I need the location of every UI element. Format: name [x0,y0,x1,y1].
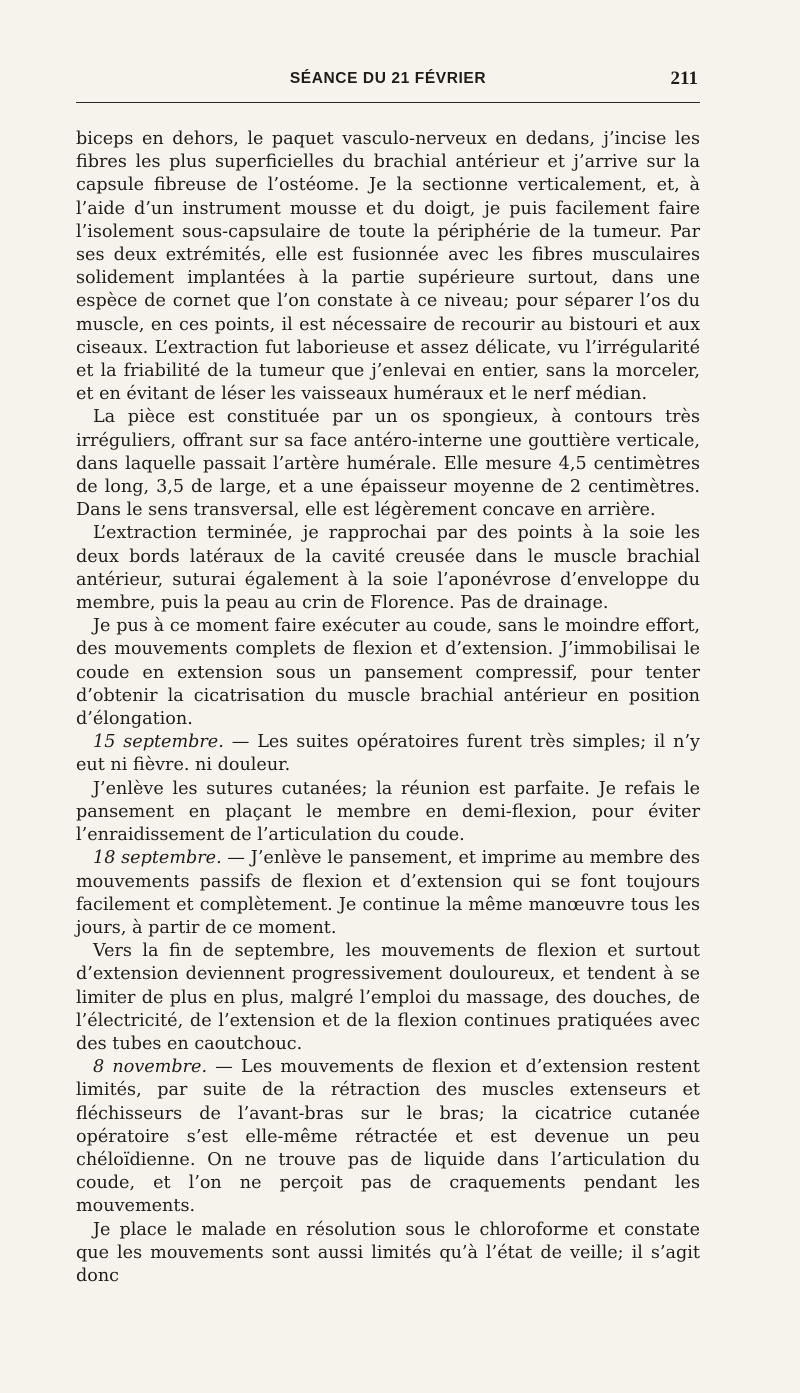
paragraph [76,522,700,615]
paragraph [76,128,700,406]
paragraph-text: J’enlève les sutures cutanées; la réunion est parfaite. Je refais le pansement en plaçant le membre en demi-flexion, pour éviter l’enraidissement de l’articulation du coude. [76,778,700,846]
paragraph-text: La pièce est constituée par un os spongieux, à contours très irréguliers, offrant sur sa face antéro-interne une gouttière verticale, dans laquelle passait l’artère humérale. Elle mesure 4,5 centimètres de long, 3,5 de large, et a une épaisseur moyenne de 2 centimètres. Dans le sens transversal, elle est légèrement concave en arrière. [76,407,700,521]
page-number: 211 [670,68,698,89]
paragraph-text: L’extraction terminée, je rapprochai par des points à la soie les deux bords latéraux de la cavité creusée dans le muscle brachial antérieur, suturai également à la soie l’aponévrose d’enveloppe du membre, puis la peau au crin de Florence. Pas de drainage. [76,523,700,614]
paragraph [76,406,700,522]
paragraph [76,1056,700,1218]
header-rule [76,102,700,103]
paragraph [76,615,700,731]
paragraph [76,778,700,848]
paragraph-text: — Les mouvements de flexion et d’extension restent limités, par suite de la rétraction des muscles extenseurs et fléchisseurs de l’avant-bras sur le bras; la cicatrice cutanée opératoire s’est elle-même rétractée et est devenue un peu chéloïdienne. On ne trouve pas de liquide dans l’articulation du coude, et l’on ne perçoit pas de craquements pendant les mouvements. [76,1057,700,1217]
paragraph [76,1219,700,1289]
paragraph [76,731,700,777]
paragraph-text: — J’enlève le pansement, et imprime au membre des mouvements passifs de flexion et d’extension qui se font toujours facilement et complètement. Je continue la même manœuvre tous les jours, à partir de ce moment. [76,848,700,938]
paragraph-date: 18 septembre. [93,848,222,869]
body-text [76,128,700,1288]
header-title: SÉANCE DU 21 FÉVRIER [289,70,487,87]
paragraph-text: Vers la fin de septembre, les mouvements de flexion et surtout d’extension deviennent progressivement douloureux, et tendent à se limiter de plus en plus, malgré l’emploi du massage, des douches, de l’électricité, de l’extension et de la flexion continues pratiquées avec des tubes en caoutchouc. [76,941,700,1054]
paragraph-text: Je pus à ce moment faire exécuter au coude, sans le moindre effort, des mouvements complets de flexion et d’extension. J’immobilisai le coude en extension sous un pansement compressif, pour tenter d’obtenir la cicatrisation du muscle brachial antérieur en position d’élongation. [76,616,700,730]
paragraph-date: 15 septembre. [93,732,224,753]
paragraph [76,940,700,1056]
paragraph-text: Je place le malade en résolution sous le chloroforme et constate que les mouvements sont aussi limités qu’à l’état de veille; il s’agit donc [76,1219,700,1286]
paragraph-date: 8 novembre. [93,1057,208,1078]
paragraph-text: biceps en dehors, le paquet vasculo-nerveux en dedans, j’incise les fibres les plus superficielles du brachial antérieur et j’arrive sur la capsule fibreuse de l’ostéome. Je la sectionne verticalement, et, à l’aide d’un instrument mousse et du doigt, je puis facilement faire l’isolement sous-capsulaire de toute la périphérie de la tumeur. Par ses deux extrémités, elle est fusionnée avec les fibres musculaires solidement implantées à la partie supérieure surtout, dans une espèce de cornet que l’on constate à ce niveau; pour séparer l’os du muscle, en ces points, il est nécessaire de recourir au bistouri et aux ciseaux. L’extraction fut laborieuse et assez délicate, vu l’irrégularité et la friabilité de la tumeur que j’enlevai en entier, sans la morceler, et en évitant de léser les vaisseaux huméraux et le nerf médian. [76,129,700,405]
paragraph-text: — Les suites opératoires furent très simples; il n’y eut ni fièvre. ni douleur. [76,732,700,776]
running-header [76,70,700,94]
paragraph [76,847,700,940]
